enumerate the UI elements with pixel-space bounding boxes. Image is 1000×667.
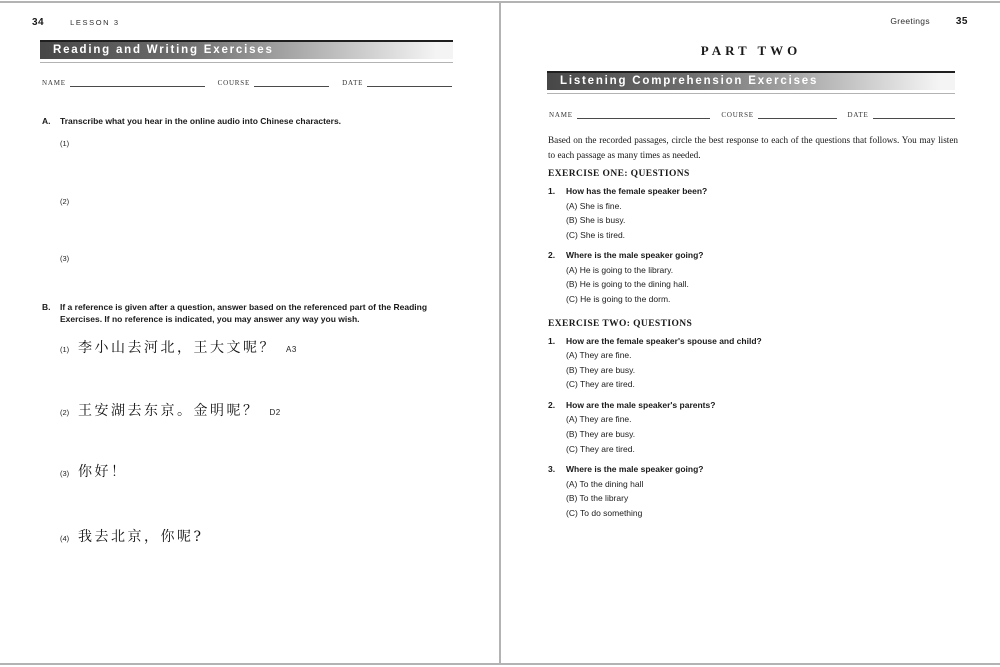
option-b: (B) They are busy. (566, 428, 636, 439)
exercise-two-heading: EXERCISE TWO: QUESTIONS (548, 318, 693, 329)
chinese-prompt: 李小山去河北，王大文呢？ (78, 340, 276, 356)
section-a-letter: A. (42, 116, 51, 126)
option-c: (C) She is tired. (566, 229, 626, 240)
question-text: How has the female speaker been? (566, 186, 708, 196)
item-number: (2) (60, 197, 70, 206)
exercise-one (548, 169, 968, 307)
item-number: (3) (60, 469, 70, 478)
option-c: (C) They are tired. (566, 443, 635, 454)
date-label: DATE (847, 111, 869, 119)
banner-title: Reading and Writing Exercises (40, 40, 453, 59)
question-text: How are the female speaker's spouse and child? (566, 335, 762, 346)
section-b-heading (42, 302, 456, 325)
banner-title: Listening Comprehension Exercises (547, 71, 955, 90)
part-title: PART TWO (700, 43, 802, 58)
option-b: (B) To the library (566, 493, 629, 504)
chapter-label: Greetings (890, 16, 930, 26)
question (548, 398, 968, 456)
date-label: DATE (342, 79, 364, 87)
question-number: 2. (548, 399, 556, 410)
option-a: (A) They are fine. (566, 414, 632, 425)
question-number: 2. (548, 250, 556, 261)
left-name-course-date-row (42, 79, 452, 87)
section-b-instructions: If a reference is given after a question, answer based on the referenced part of the Reading Exercises. If no reference is indicated, you may answer any way you wish. (60, 302, 428, 324)
section-a-instructions: Transcribe what you hear in the online audio into Chinese characters. (60, 116, 342, 126)
banner-underline (547, 93, 955, 94)
question (548, 334, 968, 392)
option-c: (C) They are tired. (566, 379, 635, 390)
right-running-head (890, 16, 968, 27)
option-c: (C) He is going to the dorm. (566, 293, 671, 304)
item-number: (1) (60, 139, 70, 148)
course-label: COURSE (721, 111, 754, 119)
date-blank-line (367, 79, 452, 87)
item-number: (2) (60, 408, 70, 417)
item-number: (1) (60, 345, 70, 354)
question-text: Where is the male speaker going? (566, 464, 704, 475)
option-b: (B) They are busy. (566, 364, 636, 375)
name-blank-line (577, 111, 711, 119)
option-a: (A) They are fine. (566, 350, 632, 361)
left-running-head (32, 17, 120, 28)
right-page (501, 0, 1000, 667)
question-text: Where is the male speaker going? (566, 250, 704, 261)
question (548, 248, 968, 306)
option-b: (B) She is busy. (566, 215, 626, 226)
name-blank-line (70, 79, 205, 87)
transcription-item-2 (60, 191, 69, 209)
option-a: (A) She is fine. (566, 200, 622, 211)
section-b-letter: B. (42, 302, 51, 312)
exercise-one-heading: EXERCISE ONE: QUESTIONS (548, 169, 690, 179)
transcription-item-3 (60, 248, 69, 266)
option-b: (B) He is going to the dining hall. (566, 279, 689, 290)
question-number: 1. (548, 186, 556, 196)
question-item-4 (60, 526, 204, 546)
transcription-item-1 (60, 133, 69, 151)
question-item-2 (60, 400, 281, 420)
course-blank-line (758, 111, 837, 119)
section-a-heading (42, 116, 460, 128)
option-a: (A) To the dining hall (566, 478, 644, 489)
question-item-1 (60, 337, 297, 357)
reading-writing-banner (40, 40, 453, 63)
question-number: 3. (548, 464, 556, 475)
question-text: How are the male speaker's parents? (566, 399, 716, 410)
right-name-course-date-row (549, 111, 955, 119)
option-c: (C) To do something (566, 507, 643, 518)
left-page-number: 34 (32, 17, 45, 28)
left-page (0, 0, 499, 667)
course-label: COURSE (217, 79, 251, 87)
date-blank-line (873, 111, 955, 119)
item-number: (3) (60, 254, 70, 263)
name-label: NAME (42, 79, 66, 87)
lesson-label: LESSON 3 (70, 18, 120, 27)
question (548, 462, 968, 520)
chinese-prompt: 王安湖去东京。金明呢？ (78, 403, 260, 419)
chinese-prompt: 你好！ (78, 464, 128, 480)
listening-instructions: Based on the recorded passages, circle the best response to each of the questions that follows. You may listen to each passage as many times as needed. (548, 135, 958, 160)
question-number: 1. (548, 335, 556, 346)
chinese-prompt: 我去北京，你呢? (78, 529, 204, 545)
item-number: (4) (60, 534, 70, 543)
question (548, 184, 968, 242)
option-a: (A) He is going to the library. (566, 264, 674, 275)
question-item-3 (60, 461, 128, 481)
right-page-number: 35 (955, 16, 968, 27)
banner-underline (40, 62, 453, 63)
name-label: NAME (549, 111, 573, 119)
reference-tag: A3 (286, 345, 297, 354)
course-blank-line (254, 79, 329, 87)
listening-banner (547, 71, 955, 94)
exercise-two (548, 319, 968, 521)
exercises-list (548, 169, 968, 526)
reference-tag: D2 (269, 408, 281, 417)
